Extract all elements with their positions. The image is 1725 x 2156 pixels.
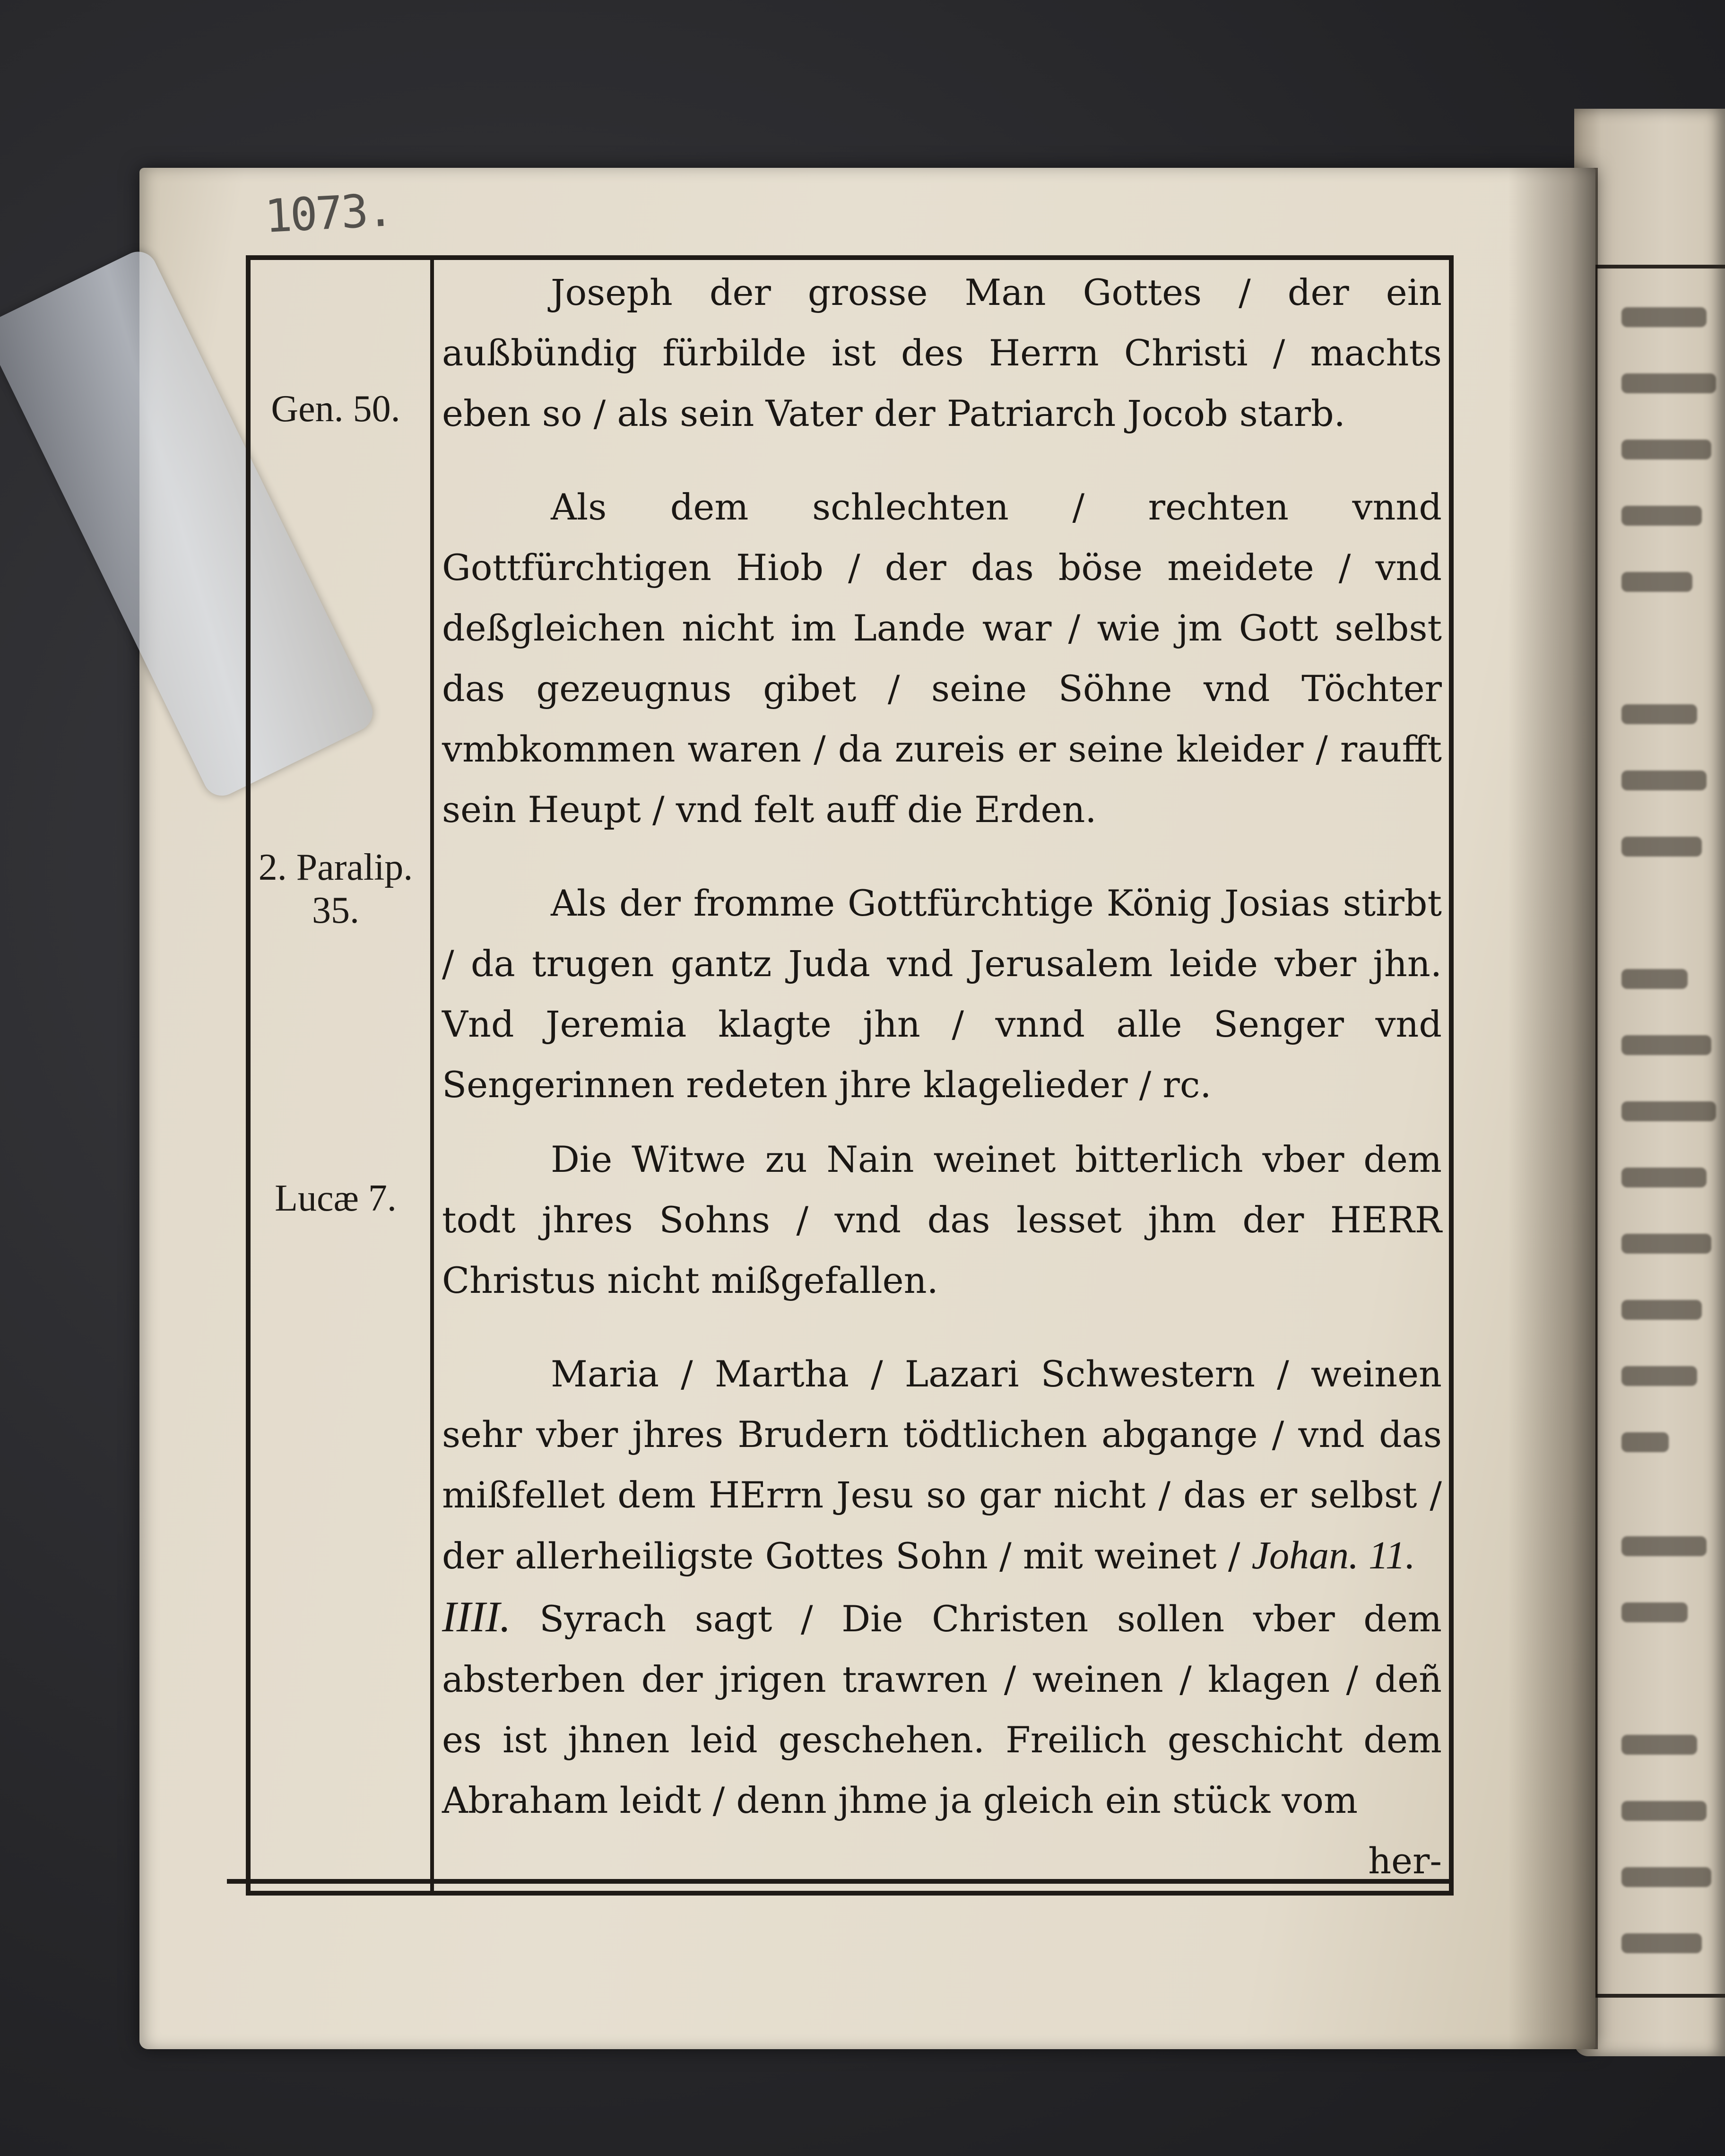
facing-text-line xyxy=(1621,1035,1711,1055)
scripture-reference: Johan. 11. xyxy=(1251,1533,1415,1577)
facing-text-line xyxy=(1621,506,1702,526)
margin-note-paralipomenon-line1: 2. Paralip. xyxy=(258,847,413,888)
spine-shadow xyxy=(1508,168,1598,2049)
paragraph-syrach-text: Syrach sagt / Die Christen sollen vber dem absterben der jrigen trawren / weinen / klagen / deñ es ist jhnen leid geschehen. Freilich geschicht dem Abraham leidt / denn jhme ja gleich ein stück vom xyxy=(442,1598,1442,1821)
facing-text-line xyxy=(1621,572,1692,592)
facing-text-line xyxy=(1621,1300,1702,1320)
facing-text-line xyxy=(1621,969,1688,989)
facing-text-line xyxy=(1621,1801,1707,1821)
facing-text-line xyxy=(1621,1366,1697,1386)
facing-text-line xyxy=(1621,1168,1707,1187)
facing-text-line xyxy=(1621,837,1702,857)
paragraph-hiob: Als dem schlechten / rechten vnnd Gottfürchtigen Hiob / der das böse meidete / vnd deßgleichen nicht im Lande war / wie jm Gott selbst das gezeugnus gibet / seine Söhne vnd Töchter vmbkommen waren / da zureis er seine kleider / raufft sein Heupt / vnd felt auff die Erden. xyxy=(442,486,1442,831)
margin-note-paralipomenon xyxy=(246,846,425,932)
facing-text-line xyxy=(1621,1735,1697,1755)
facing-text-line xyxy=(1621,1933,1702,1953)
facing-text-line xyxy=(1621,440,1711,459)
margin-rule xyxy=(430,255,434,1891)
margin-note-lucae: Lucæ 7. xyxy=(275,1178,397,1219)
margin-note-paralipomenon-line2: 35. xyxy=(312,890,359,931)
facing-text-line xyxy=(1621,1101,1716,1121)
paragraph-maria-martha-text: Maria / Martha / Lazari Schwestern / weinen sehr vber jhres Brudern tödtlichen abgange / vnd das mißfellet dem HErrn Jesu so gar nicht / das er selbst / der allerheiligste Gottes Sohn / mit weinet / xyxy=(442,1353,1442,1577)
facing-text-line xyxy=(1621,307,1707,327)
paragraph-josias: Als der fromme Gottfürchtige König Josias stirbt / da trugen gantz Juda vnd Jerusalem leide vber jhn. Vnd Jeremia klagte jhn / vnnd alle Senger vnd Sengerinnen redeten jhre klagelieder / rc. xyxy=(442,882,1442,1106)
facing-text-line xyxy=(1621,1867,1711,1887)
facing-text-line xyxy=(1621,1432,1669,1452)
facing-text-line xyxy=(1621,771,1707,790)
pencil-annotation: 1073. xyxy=(263,183,393,243)
margin-note-genesis: Gen. 50. xyxy=(271,388,400,430)
facing-text-line xyxy=(1621,704,1697,724)
paragraph-joseph: Joseph der grosse Man Gottes / der ein außbündig fürbilde ist des Herrn Christi / machts eben so / als sein Vater der Patriarch Jocob starb. xyxy=(442,271,1442,434)
body-text xyxy=(442,262,1442,1891)
facing-text-line xyxy=(1621,1234,1711,1254)
paragraph-witwe-nain: Die Witwe zu Nain weinet bitterlich vber dem todt jhres Sohns / vnd das lesset jhm der HERR Christus nicht mißgefallen. xyxy=(442,1138,1442,1301)
paragraph-syrach xyxy=(442,1586,1442,1831)
paragraph-maria-martha xyxy=(442,1344,1442,1586)
catchword: her- xyxy=(1368,1840,1442,1882)
facing-text-line xyxy=(1621,373,1716,393)
facing-text-line xyxy=(1621,1536,1707,1556)
section-number: IIII. xyxy=(442,1593,511,1641)
facing-text-line xyxy=(1621,1602,1688,1622)
